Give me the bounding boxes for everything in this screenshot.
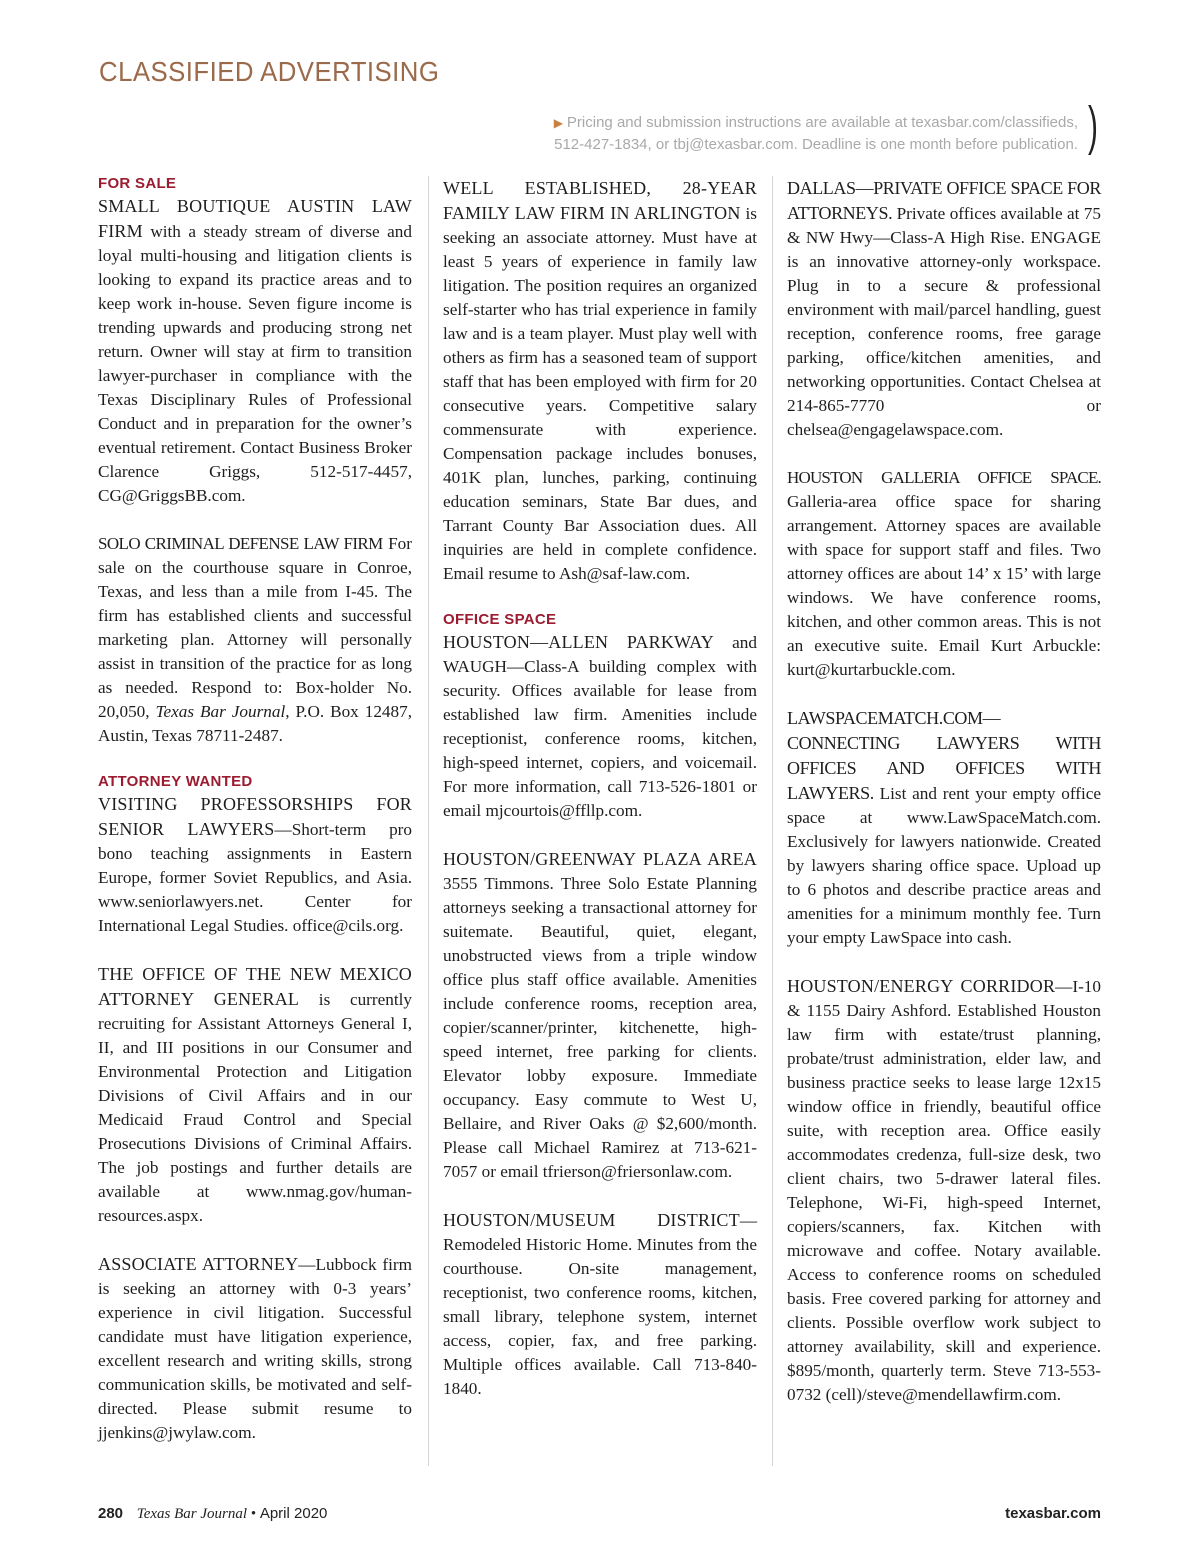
ad-body: For sale on the courthouse square in Conroe, Texas, and less than a mile from I-45. The firm has established clients and successful marketing plan. Attorney will personally assist in transition of the practice for as long as needed. Respond to: Box-holder No. 20,050,: [98, 534, 412, 721]
classified-ad: [98, 962, 412, 1228]
ad-lead: VISITING PROFESSORSHIPS FOR SENIOR LAWYERS: [98, 794, 412, 839]
notice-line-1: Pricing and submission instructions are available at texasbar.com/classifieds,: [566, 114, 1078, 131]
footer-bullet: •: [250, 1506, 257, 1522]
classified-ad: [98, 792, 412, 938]
ad-body: is currently recruiting for Assistant Attorneys General I, II, and III positions in our Consumer and Environmental Protection and Litigation Divisions of Civil Affairs and in our Medicaid Fraud Control and Special Prosecutions Divisions of Criminal Affairs. The job postings and further details are available at www.nmag.gov/human-resources.aspx.: [98, 990, 412, 1225]
ad-lead: ASSOCIATE ATTORNEY: [98, 1254, 299, 1274]
ad-body: —Short-term pro bono teaching assignments in Eastern Europe, former Soviet Republics, and Asia. www.seniorlawyers.net. Center for International Legal Studies. office@cils.org.: [98, 820, 412, 935]
ad-body: Private offices available at 75 & NW Hwy—Class-A High Rise. ENGAGE is an innovative attorney-only workspace. Plug in to a secure & professional environment with mail/parcel handling, guest reception, conference rooms, free garage parking, office/kitchen amenities, and networking opportunities. Contact Chelsea at 214-865-7770 or chelsea@engagelawspace.com.: [787, 204, 1101, 439]
ad-body: —Remodeled Historic Home. Minutes from the courthouse. On-site management, receptionist, two conference rooms, kitchen, small library, telephone system, internet access, copier, fax, and free parking. Multiple offices available. Call 713-840-1840.: [443, 1211, 757, 1398]
ad-lead: WELL ESTABLISHED, 28-YEAR FAMILY LAW FIRM IN ARLINGTON: [443, 178, 757, 223]
ad-body: 3555 Timmons. Three Solo Estate Planning attorneys seeking a transactional attorney for suitemate. Beautiful, quiet, elegant, unobstructed views from a triple window office plus staff office available. Amenities include conference rooms, reception area, copier/scanner/printer, kitchenette, high-speed internet, free parking for clients. Elevator lobby exposure. Immediate occupancy. Easy commute to West U, Bellaire, and River Oaks @ $2,600/month. Please call Michael Ramirez at 713-621-7057 or email tfrierson@friersonlaw.com.: [443, 874, 757, 1181]
ad-body: is seeking an associate attorney. Must have at least 5 years of experience in family law litigation. The position requires an organized self-starter who has trial experience in family law and is a team player. Must play well with others as firm has a seasoned team of support staff that has been employed with firm for 20 consecutive years. Competitive salary commensurate with experience. Compensation package includes bonuses, 401K plan, lunches, parking, continuing education seminars, State Bar dues, and Tarrant County Bar Association dues. All inquiries are held in complete confidence. Email resume to Ash@saf-law.com.: [443, 204, 757, 583]
ad-body: List and rent your empty office space at www.LawSpaceMatch.com. Exclusively for lawyers nationwide. Created by lawyers sharing office space. Upload up to 6 photos and describe practice areas and amenities for a minimum monthly fee. Turn your empty LawSpace into cash.: [787, 784, 1101, 947]
ad-lead: LAWSPACEMATCH.COM—CONNECTING LAWYERS WITH OFFICES AND OFFICES WITH LAWYERS.: [787, 708, 1101, 803]
classified-ad: [98, 194, 412, 508]
ad-lead: HOUSTON—ALLEN PARKWAY: [443, 632, 714, 652]
submission-notice: [438, 112, 1078, 155]
ad-lead: SMALL BOUTIQUE AUSTIN LAW FIRM: [98, 196, 412, 241]
section-heading-for-sale: FOR SALE: [98, 175, 177, 192]
footer-folio: [98, 1505, 327, 1523]
notice-bracket: ): [1088, 96, 1098, 156]
ad-lead: DALLAS—PRIVATE OFFICE SPACE FOR ATTORNEYS.: [787, 178, 1101, 223]
section-heading-office-space: OFFICE SPACE: [443, 611, 557, 628]
ad-body-italic: Texas Bar Journal: [155, 702, 286, 721]
ad-body: and WAUGH—Class-A building complex with security. Offices available for lease from established law firm. Amenities include receptionist, conference rooms, kitchen, high-speed internet, copiers, and voicemail. For more information, call 713-526-1801 or email mjcourtois@ffllp.com.: [443, 633, 757, 820]
classified-ad: [443, 1208, 757, 1401]
ad-lead: HOUSTON/MUSEUM DISTRICT: [443, 1210, 740, 1230]
classified-ad: [443, 847, 757, 1184]
ad-lead: HOUSTON/ENERGY CORRIDOR: [787, 976, 1056, 996]
classified-ad: [98, 1252, 412, 1445]
classified-ad: [787, 466, 1101, 682]
column-divider: [428, 176, 429, 1466]
classified-ad: [443, 176, 757, 586]
ad-body: with a steady stream of diverse and loyal multi-housing and litigation clients is looking to expand its practice areas and to keep work in-house. Seven figure income is trending upwards and producing strong net return. Owner will stay at firm to transition lawyer-purchaser in compliance with the Texas Disciplinary Rules of Professional Conduct and in preparation for the owner’s eventual retirement. Contact Business Broker Clarence Griggs, 512-517-4457, CG@GriggsBB.com.: [98, 222, 412, 505]
play-triangle-icon: ▶: [553, 116, 563, 130]
page-number: 280: [98, 1505, 124, 1522]
ad-lead: HOUSTON/GREENWAY PLAZA AREA: [443, 849, 757, 869]
ad-body: —I-10 & 1155 Dairy Ashford. Established Houston law firm with estate/trust planning, probate/trust administration, elder law, and business practice seeks to lease large 12x15 window office in friendly, beautiful office suite, with reception area. Office easily accommodates credenza, full-size desk, two client chairs, two 5-drawer lateral files. Telephone, Wi-Fi, high-speed Internet, copiers/scanners, fax. Kitchen with microwave and coffee. Notary available. Access to conference rooms on scheduled basis. Free covered parking for attorney and clients. Possible overflow work subject to attorney availability, skill and experience. $895/month, quarterly term. Steve 713-553-0732 (cell)/steve@mendellawfirm.com.: [787, 977, 1101, 1404]
notice-line-2: 512-427-1834, or tbj@texasbar.com. Deadline is one month before publication.: [554, 136, 1078, 153]
ad-body: —Lubbock firm is seeking an attorney with 0-3 years’ experience in civil litigation. Successful candidate must have litigation experience, excellent research and writing skills, strong communication skills, be motivated and self-directed. Please submit resume to jjenkins@jwylaw.com.: [98, 1255, 412, 1442]
page-title: CLASSIFIED ADVERTISING: [99, 56, 440, 87]
ad-body: Galleria-area office space for sharing arrangement. Attorney spaces are available with space for support staff and files. Two attorney offices are about 14’ x 15’ with large windows. We have conference rooms, kitchen, and other common areas. This is not an executive suite. Email Kurt Arbuckle: kurt@kurtarbuckle.com.: [787, 492, 1101, 679]
column-3: [787, 176, 1101, 1431]
classified-ad: [787, 706, 1101, 950]
classified-ad: [787, 974, 1101, 1407]
column-2: [443, 176, 757, 1425]
classified-ad: [443, 630, 757, 823]
classified-ad: [787, 176, 1101, 442]
issue-date: April 2020: [259, 1505, 328, 1522]
footer-site-link[interactable]: texasbar.com: [1005, 1505, 1101, 1522]
classified-ad: [98, 532, 412, 748]
column-1: [98, 174, 412, 1469]
section-heading-attorney-wanted: ATTORNEY WANTED: [98, 773, 253, 790]
ad-lead: HOUSTON GALLERIA OFFICE SPACE.: [787, 468, 1101, 487]
ad-lead: SOLO CRIMINAL DEFENSE LAW FIRM: [98, 534, 383, 553]
ad-body: , P.O. Box 12487, Austin, Texas 78711-2487.: [98, 702, 412, 745]
ad-lead: THE OFFICE OF THE NEW MEXICO ATTORNEY GENERAL: [98, 964, 412, 1009]
magazine-name: Texas Bar Journal: [136, 1506, 248, 1522]
column-divider: [772, 176, 773, 1466]
